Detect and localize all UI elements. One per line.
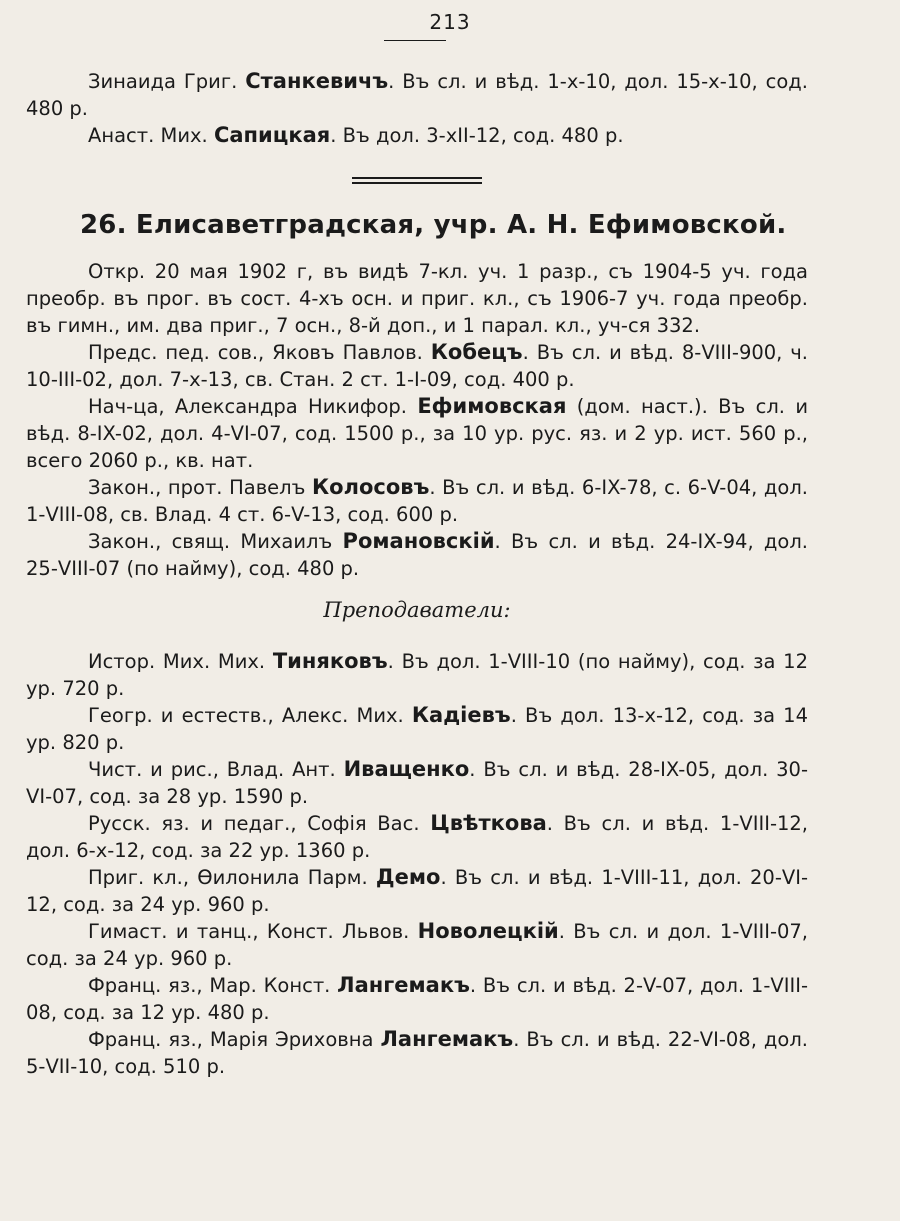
top-entries	[26, 68, 808, 149]
entry-text: . Въ сл. и вѣд. 24-IX-94, дол. 25-VIII-07 (по найму), сод. 480 р.	[26, 530, 808, 580]
entry-surname: Колосовъ	[312, 475, 430, 499]
entry-text: . Въ сл. и вѣд. 1-VIII-12, дол. 6-х-12, сод. за 22 ур. 1360 р.	[26, 812, 808, 862]
entry	[26, 68, 808, 122]
entry-surname: Демо	[375, 865, 441, 889]
entry-text: Зинаида Григ.	[88, 70, 246, 93]
page-number: 213	[429, 10, 471, 34]
entry	[26, 122, 808, 149]
entry-text: Чист. и рис., Влад. Ант.	[88, 758, 344, 781]
section-title: 26. Елисаветградская, учр. А. Н. Ефимовской.	[80, 210, 787, 240]
entry-text: Приг. кл., Ѳилонила Парм.	[88, 866, 376, 889]
teacher-entry	[26, 702, 808, 756]
entry-text: . Въ сл. и вѣд. 28-IX-05, дол. 30-VI-07, сод. за 28 ур. 1590 р.	[26, 758, 808, 808]
entry-text: Русск. яз. и педаг., Софія Вас.	[88, 812, 431, 835]
staff-entry	[26, 474, 808, 528]
page-number-underline	[384, 40, 446, 41]
staff-entry	[26, 528, 808, 582]
entry-surname: Цвѣткова	[430, 811, 547, 835]
entry-text: . Въ сл. и вѣд. 1-VIII-11, дол. 20-VI-12, сод. за 24 ур. 960 р.	[26, 866, 808, 916]
entry-text: . Въ дол. 1-VIII-10 (по найму), сод. за 12 ур. 720 р.	[26, 650, 808, 700]
entry-text: Нач-ца, Александра Никифор.	[88, 395, 418, 418]
entry-text: Закон., свящ. Михаилъ	[88, 530, 343, 553]
staff-entry	[26, 393, 808, 474]
entry-text: . Въ сл. и дол. 1-VIII-07, сод. за 24 ур. 960 р.	[26, 920, 808, 970]
teacher-entry	[26, 972, 808, 1026]
entry-surname: Иващенко	[343, 757, 470, 781]
staff-entry	[26, 339, 808, 393]
entry-text: . Въ дол. 13-х-12, сод. за 14 ур. 820 р.	[26, 704, 808, 754]
entry-text: (дом. наст.). Въ сл. и вѣд. 8-IX-02, дол. 4-VI-07, сод. 1500 р., за 10 ур. рус. яз. и 2 ур. ист. 560 р., всего 2060 р., кв. нат.	[26, 395, 808, 472]
teacher-entry	[26, 918, 808, 972]
entry-text: . Въ сл. и вѣд. 8-VIII-900, ч. 10-III-02, дол. 7-х-13, св. Стан. 2 ст. 1-I-09, сод. 400 р.	[26, 341, 808, 391]
teacher-entry	[26, 756, 808, 810]
page-content	[26, 68, 808, 1080]
section-divider	[352, 177, 482, 184]
entry-text: . Въ дол. 3-хII-12, сод. 480 р.	[330, 124, 624, 147]
entry-text: Гимаст. и танц., Конст. Львов.	[88, 920, 418, 943]
entry-surname: Лангемакъ	[337, 973, 470, 997]
entry-text: Франц. яз., Марія Эриховна	[88, 1028, 381, 1051]
entry-surname: Ефимовская	[417, 394, 567, 418]
entry-text: . Въ сл. и вѣд. 1-х-10, дол. 15-х-10, сод. 480 р.	[26, 70, 808, 120]
entry-surname: Станкевичъ	[245, 69, 389, 93]
entry-text: . Въ сл. и вѣд. 22-VI-08, дол. 5-VII-10, сод. 510 р.	[26, 1028, 808, 1078]
teacher-entry	[26, 1026, 808, 1080]
entry-surname: Сапицкая	[213, 123, 331, 147]
teachers-list	[26, 648, 808, 1080]
entry-text: Франц. яз., Мар. Конст.	[88, 974, 338, 997]
entry-surname: Кобецъ	[430, 340, 523, 364]
entry-text: Анаст. Мих.	[88, 124, 214, 147]
entry-surname: Новолецкій	[417, 919, 559, 943]
staff-list	[26, 339, 808, 582]
entry-text: . Въ сл. и вѣд. 6-IX-78, с. 6-V-04, дол. 1-VIII-08, св. Влад. 4 ст. 6-V-13, сод. 600 р.	[26, 476, 808, 526]
entry-surname: Тиняковъ	[272, 649, 388, 673]
teachers-heading: Преподаватели:	[323, 598, 511, 622]
entry-text: Предс. пед. сов., Яковъ Павлов.	[88, 341, 431, 364]
entry-surname: Романовскій	[342, 529, 495, 553]
teacher-entry	[26, 864, 808, 918]
entry-text: . Въ сл. и вѣд. 2-V-07, дол. 1-VIII-08, сод. за 12 ур. 480 р.	[26, 974, 808, 1024]
teacher-entry	[26, 810, 808, 864]
entry-surname: Лангемакъ	[380, 1027, 514, 1051]
entry-text: Геогр. и естеств., Алекс. Мих.	[88, 704, 412, 727]
section-intro: Откр. 20 мая 1902 г, въ видѣ 7-кл. уч. 1 разр., съ 1904-5 уч. года преобр. въ прог. въ сост. 4-хъ осн. и приг. кл., съ 1906-7 уч. года преобр. въ гимн., им. два приг., 7 осн., 8-й доп., и 1 парал. кл., уч-ся 332.	[26, 260, 808, 337]
entry-text: Закон., прот. Павелъ	[88, 476, 312, 499]
entry-surname: Кадіевъ	[411, 703, 511, 727]
entry-text: Истор. Мих. Мих.	[88, 650, 273, 673]
teacher-entry	[26, 648, 808, 702]
